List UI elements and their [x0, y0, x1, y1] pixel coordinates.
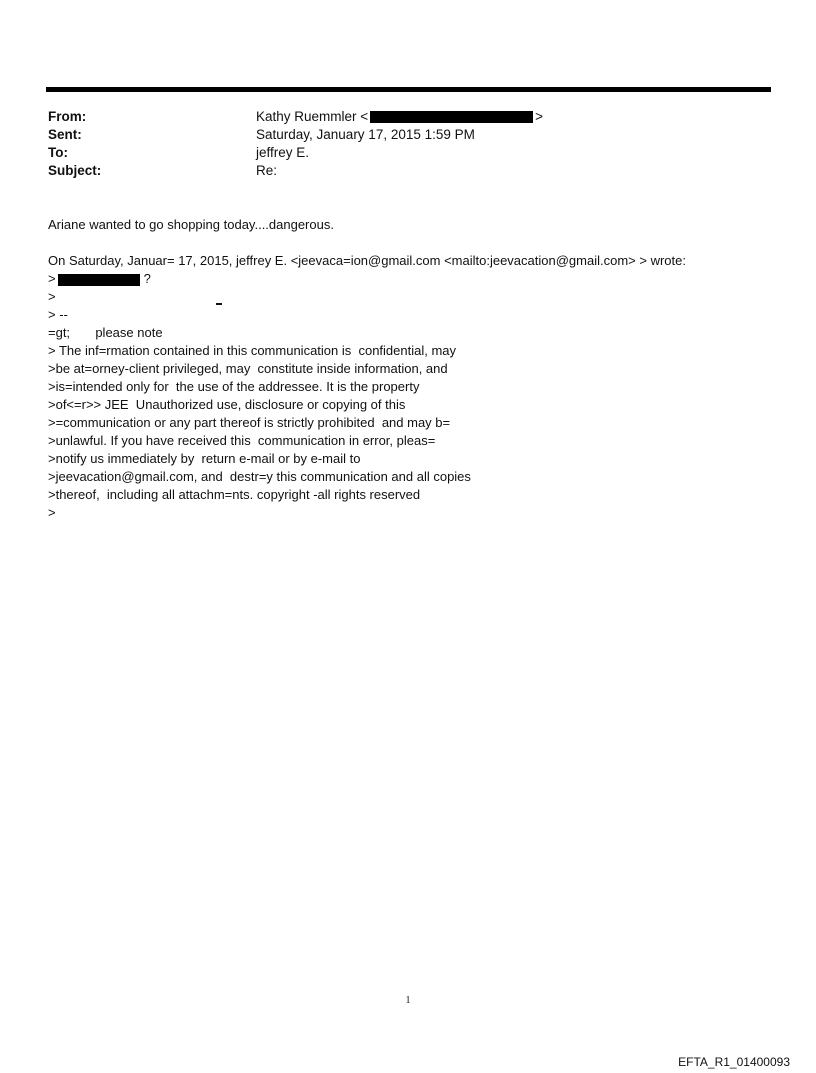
quote-line: > [48, 289, 56, 304]
quote-prefix: > [48, 271, 56, 286]
from-value [256, 108, 543, 126]
header-divider [46, 87, 771, 92]
quote-line: > -- [48, 307, 68, 322]
from-name: Kathy Ruemmler < [256, 109, 369, 124]
page-number: 1 [405, 995, 411, 1006]
to-row [48, 144, 748, 162]
quote-line: >of<=r>> JEE Unauthorized use, disclosure or copying of this [48, 397, 406, 412]
quote-line: >be at=orney-client privileged, may constitute inside information, and [48, 361, 448, 376]
stray-dash-mark [216, 303, 222, 305]
quote-line: >thereof, including all attachm=nts. copyright -all rights reserved [48, 487, 421, 502]
quote-intro: On Saturday, Januar= 17, 2015, jeffrey E. <jeevaca=ion@gmail.com <mailto:jeevacation@gmail.com> > wrote: [48, 253, 686, 268]
redaction-bar [58, 274, 140, 286]
from-row [48, 108, 748, 126]
to-value: jeffrey E. [256, 145, 310, 160]
quote-line: >notify us immediately by return e-mail or by e-mail to [48, 451, 361, 466]
subject-value: Re: [256, 163, 278, 178]
quote-suffix: ? [143, 271, 151, 286]
quote-line: >=communication or any part thereof is strictly prohibited and may b= [48, 415, 451, 430]
quote-line-redacted [48, 270, 768, 288]
quote-line: =gt; please note [48, 325, 163, 340]
from-label: From: [48, 109, 87, 124]
sent-label: Sent: [48, 127, 82, 142]
email-body [48, 216, 768, 522]
subject-label: Subject: [48, 163, 102, 178]
sent-row [48, 126, 748, 144]
sent-value: Saturday, January 17, 2015 1:59 PM [256, 127, 475, 142]
subject-row [48, 162, 748, 180]
quote-line: >unlawful. If you have received this communication in error, pleas= [48, 433, 436, 448]
quote-line: > [48, 505, 56, 520]
email-header [48, 108, 748, 180]
to-label: To: [48, 145, 68, 160]
quote-line: > The inf=rmation contained in this communication is confidential, may [48, 343, 457, 358]
paragraph-gap [48, 234, 768, 252]
quote-line: >jeevacation@gmail.com, and destr=y this communication and all copies [48, 469, 471, 484]
quote-line: >is=intended only for the use of the addressee. It is the property [48, 379, 420, 394]
from-close: > [535, 109, 544, 124]
redaction-bar [370, 111, 533, 123]
reply-text: Ariane wanted to go shopping today....dangerous. [48, 217, 334, 232]
document-id: EFTA_R1_01400093 [678, 1055, 790, 1069]
